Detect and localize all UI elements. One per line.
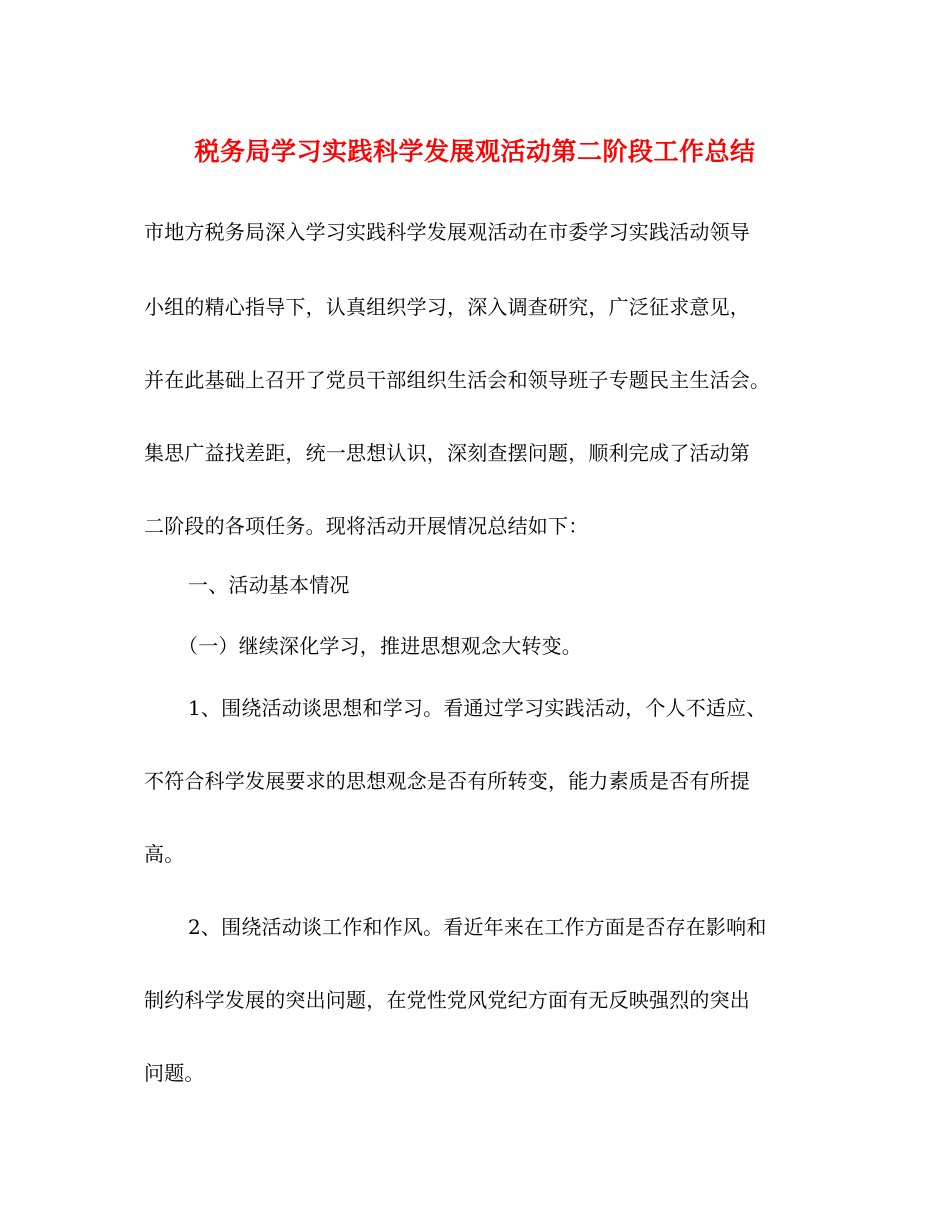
paragraph-line: 市地方税务局深入学习实践科学发展观活动在市委学习实践活动领导 xyxy=(144,220,750,244)
paragraph-line: 高。 xyxy=(144,842,185,866)
paragraph-line: 1、围绕活动谈思想和学习。看通过学习实践活动，个人不适应、 xyxy=(188,696,767,720)
paragraph-line: 二阶段的各项任务。现将活动开展情况总结如下： xyxy=(144,514,589,538)
paragraph-line: 制约科学发展的突出问题，在党性党风党纪方面有无反映强烈的突出 xyxy=(144,988,750,1012)
paragraph-line: 并在此基础上召开了党员干部组织生活会和领导班子专题民主生活会。 xyxy=(144,368,771,392)
document-title: 税务局学习实践科学发展观活动第二阶段工作总结 xyxy=(194,137,756,166)
paragraph-line: 2、围绕活动谈工作和作风。看近年来在工作方面是否存在影响和 xyxy=(188,915,767,939)
paragraph-line: 集思广益找差距，统一思想认识，深刻查摆问题，顺利完成了活动第 xyxy=(144,441,750,465)
subsection-heading: （一）继续深化学习，推进思想观念大转变。 xyxy=(178,634,582,658)
section-heading: 一、活动基本情况 xyxy=(188,573,350,597)
paragraph-line: 问题。 xyxy=(144,1061,205,1085)
paragraph-line: 小组的精心指导下，认真组织学习，深入调查研究，广泛征求意见， xyxy=(144,295,750,319)
paragraph-line: 不符合科学发展要求的思想观念是否有所转变，能力素质是否有所提 xyxy=(144,769,750,793)
